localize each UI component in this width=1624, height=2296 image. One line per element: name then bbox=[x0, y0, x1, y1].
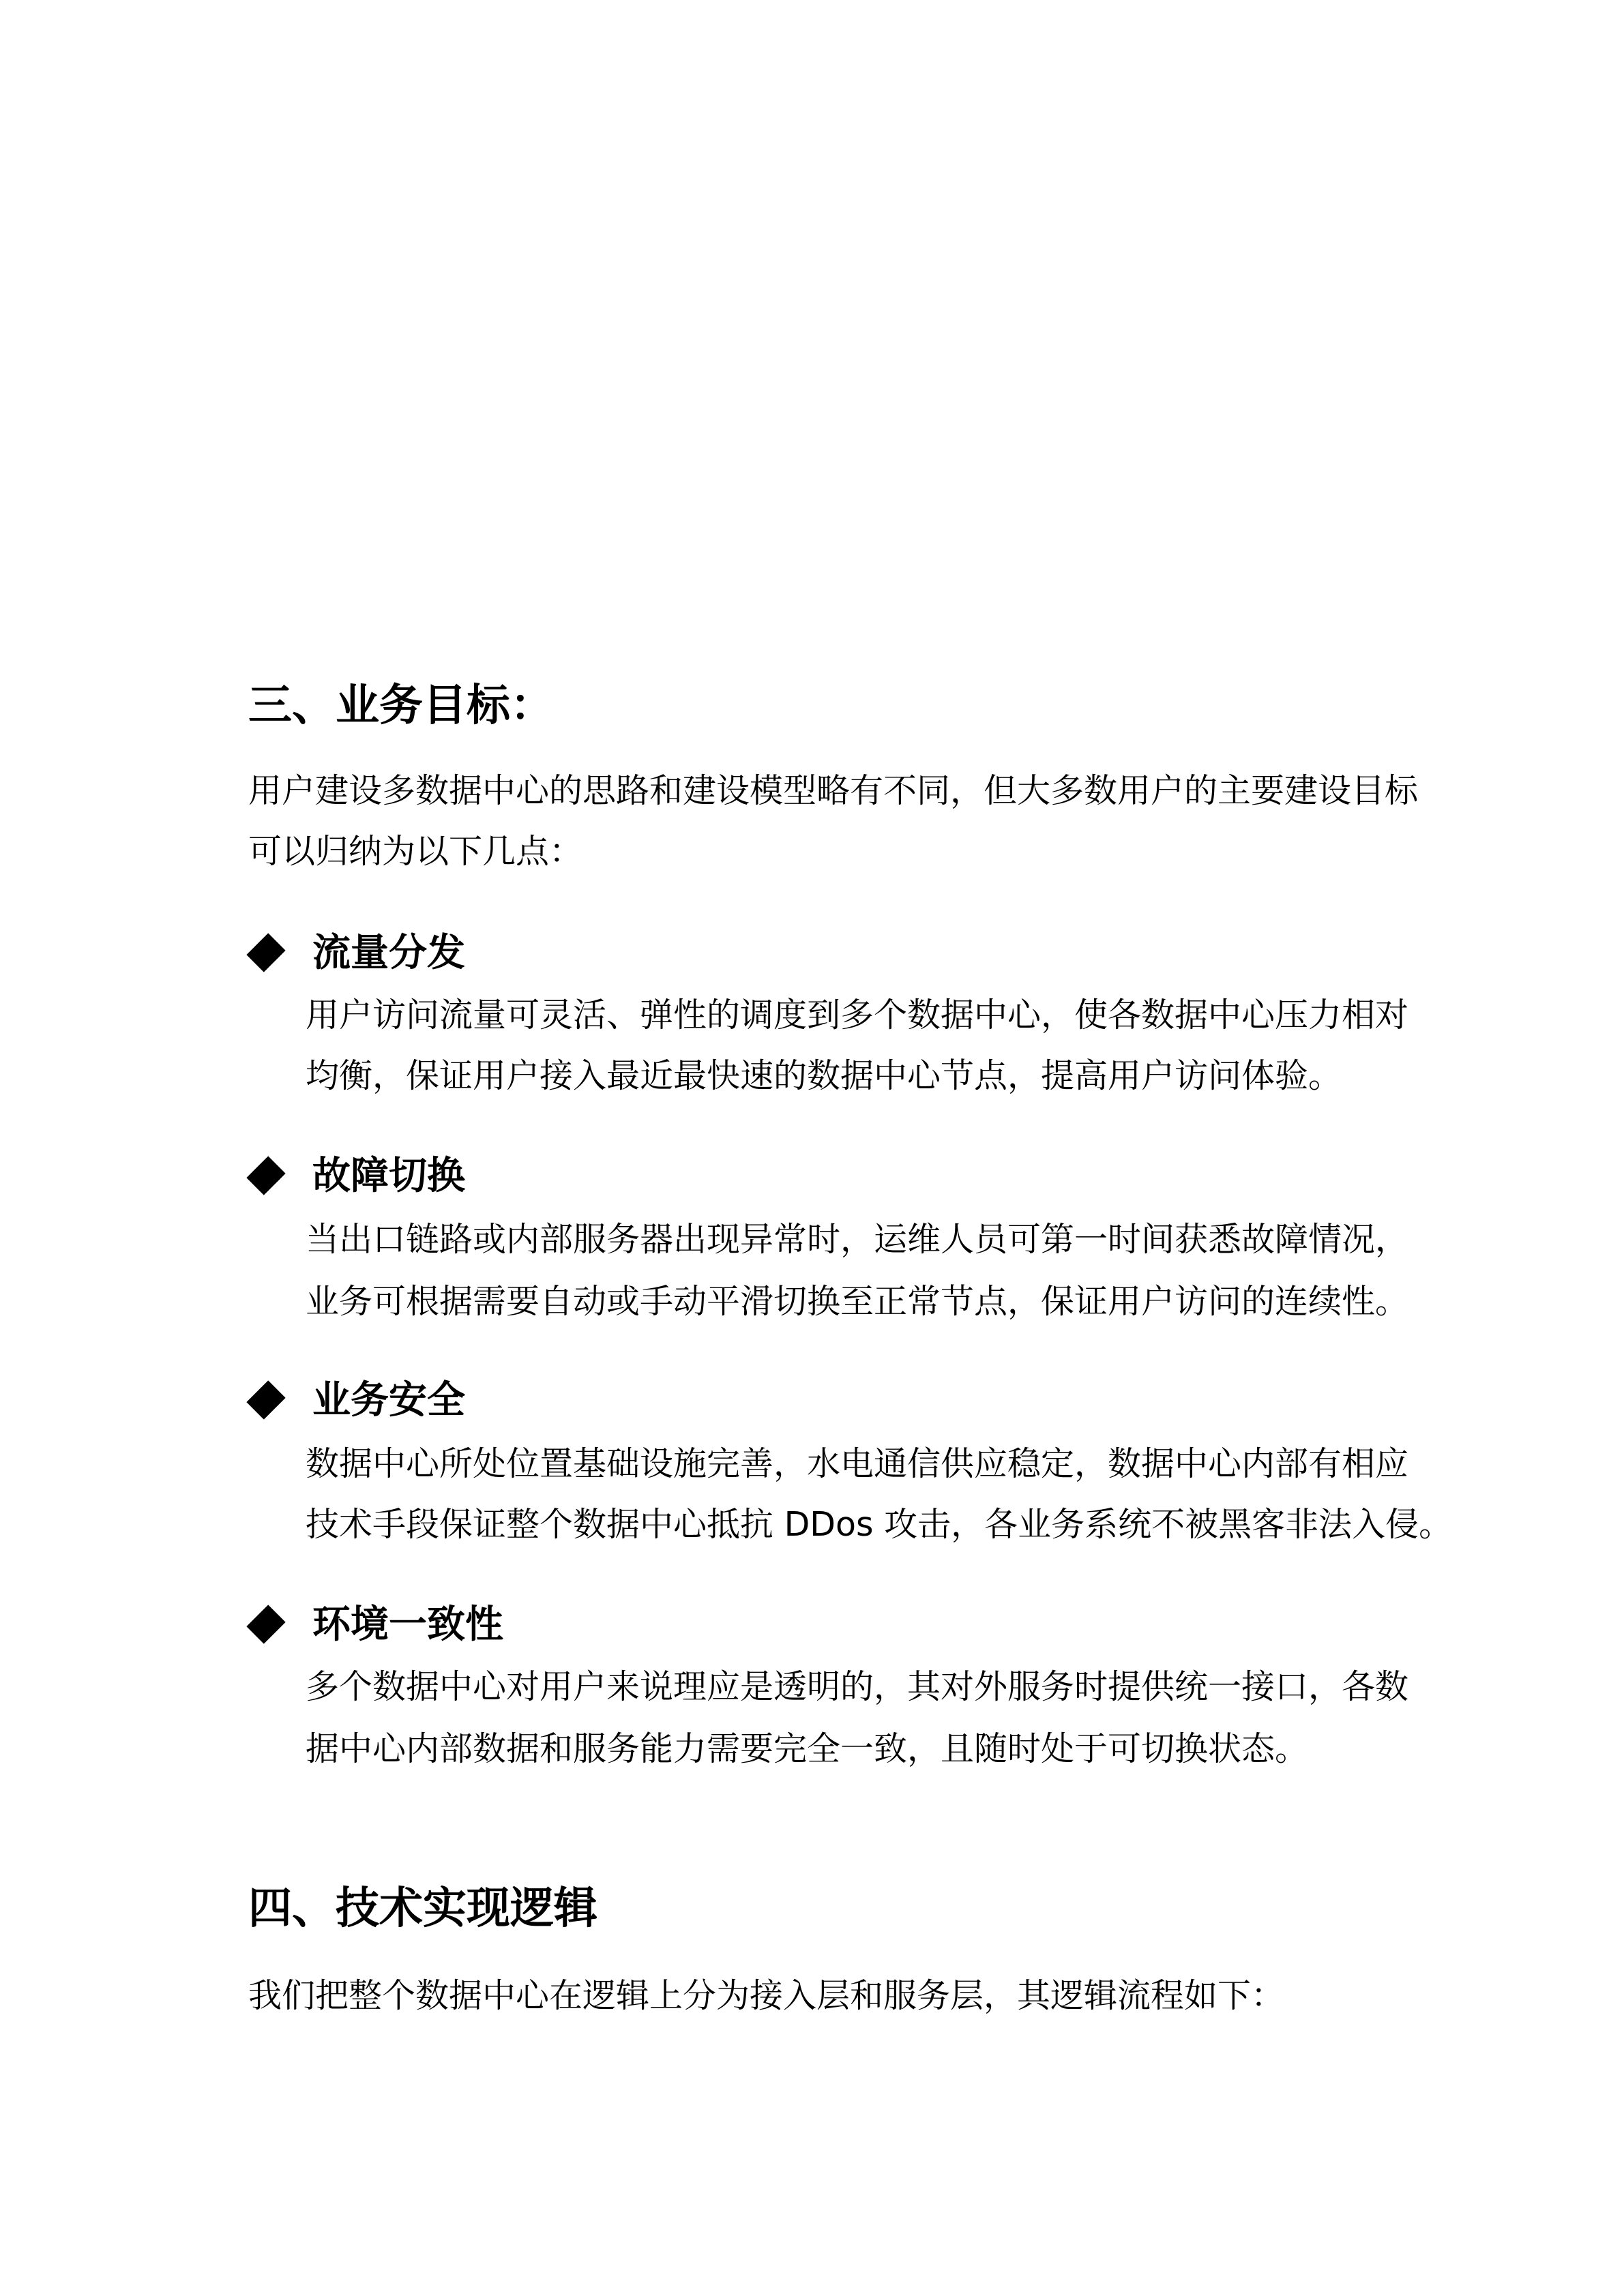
bullet-heading-consistency bbox=[248, 1594, 503, 1656]
bullet-title: 流量分发 bbox=[312, 931, 465, 975]
bullet-heading-security bbox=[248, 1370, 465, 1431]
bullet-title: 业务安全 bbox=[312, 1378, 465, 1422]
bullet-text: 业务可根据需要自动或手动平滑切换至正常节点，保证用户访问的连续性。 bbox=[306, 1282, 1409, 1321]
diamond-bullet-icon bbox=[246, 1605, 285, 1643]
bullet-text: 用户访问流量可灵活、弹性的调度到多个数据中心，使各数据中心压力相对 bbox=[306, 996, 1409, 1034]
bullet-text: 数据中心所处位置基础设施完善，水电通信供应稳定，数据中心内部有相应 bbox=[306, 1444, 1409, 1483]
bullet-title: 故障切换 bbox=[312, 1154, 465, 1198]
bullet-text: 据中心内部数据和服务能力需要完全一致，且随时处于可切换状态。 bbox=[306, 1729, 1309, 1768]
diamond-bullet-icon bbox=[246, 1156, 285, 1195]
section-3-intro-line-2: 可以归纳为以下几点： bbox=[248, 832, 583, 871]
bullet-text: 均衡，保证用户接入最近最快速的数据中心节点，提高用户访问体验。 bbox=[306, 1056, 1342, 1095]
bullet-title: 环境一致性 bbox=[312, 1602, 503, 1647]
section-3-heading: 三、业务目标： bbox=[248, 681, 554, 731]
bullet-text: 技术手段保证整个数据中心抵抗 DDos 攻击，各业务系统不被黑客非法入侵。 bbox=[306, 1505, 1453, 1544]
section-4-heading: 四、技术实现逻辑 bbox=[248, 1883, 597, 1934]
bullet-heading-failover bbox=[248, 1146, 465, 1207]
bullet-text: 当出口链路或内部服务器出现异常时，运维人员可第一时间获悉故障情况， bbox=[306, 1220, 1409, 1259]
section-4-intro: 我们把整个数据中心在逻辑上分为接入层和服务层，其逻辑流程如下： bbox=[248, 1976, 1285, 2015]
section-3-intro-line-1: 用户建设多数据中心的思路和建设模型略有不同，但大多数用户的主要建设目标 bbox=[248, 771, 1419, 810]
bullet-text: 多个数据中心对用户来说理应是透明的，其对外服务时提供统一接口，各数 bbox=[306, 1667, 1409, 1706]
diamond-bullet-icon bbox=[246, 1380, 285, 1419]
diamond-bullet-icon bbox=[246, 933, 285, 972]
bullet-heading-traffic bbox=[248, 923, 465, 984]
